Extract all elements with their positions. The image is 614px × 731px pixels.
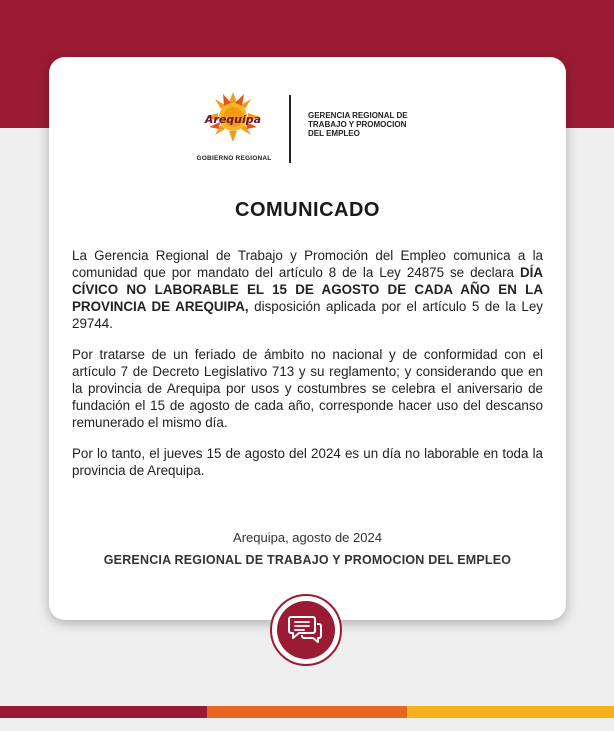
sun-logo-icon [197, 91, 269, 151]
logo-divider [289, 95, 291, 163]
footer-bar-maroon [0, 706, 207, 718]
place-date: Arequipa, agosto de 2024 [233, 530, 382, 545]
paragraph-3: Por lo tanto, el jueves 15 de agosto del 2024 es un día no laborable en toda la provincia de Arequipa. [72, 446, 543, 478]
footer-bar-yellow [407, 706, 614, 718]
agency-line-1: GERENCIA REGIONAL DE [308, 111, 408, 120]
logo-wordmark: Arequipa [204, 113, 262, 126]
agency-line-3: DEL EMPLEO [308, 129, 360, 138]
agency-name [308, 111, 438, 138]
paragraph-1-bold: DÍA CÍVICO NO LABORABLE EL 15 DE AGOSTO DE CADA AÑO EN LA PROVINCIA DE AREQUIPA, [72, 265, 543, 314]
document-body [72, 247, 543, 493]
chat-badge-inner [277, 601, 335, 659]
paragraph-1 [72, 247, 543, 332]
notice-card [49, 57, 566, 620]
paragraph-1-rest: disposición aplicada por el artículo 5 de la Ley 29744. [72, 299, 544, 331]
paragraph-2: Por tratarse de un feriado de ámbito no nacional y de conformidad con el artículo 7 de Decreto Legislativo 713 y su reglamento; y considerando que en la provincia de Arequipa por usos y costumbres se celebra el aniversario de fundación el 15 de agosto de cada año, corresponde hacer uso del descanso remunerado el mismo día. [72, 347, 543, 430]
chat-badge [270, 594, 342, 666]
signature-organization: GERENCIA REGIONAL DE TRABAJO Y PROMOCION DEL EMPLEO [103, 553, 512, 567]
footer-bar-orange [207, 706, 407, 718]
agency-line-2: TRABAJO Y PROMOCION [308, 120, 407, 129]
logo-subtitle: GOBIERNO REGIONAL [196, 155, 272, 162]
footer-color-bar [0, 706, 614, 718]
chat-bubbles-icon [288, 614, 324, 646]
paragraph-1-intro: La Gerencia Regional de Trabajo y Promoción del Empleo comunica a la comunidad que por mandato del artículo 8 de la Ley 24875 se declara [72, 248, 543, 280]
header-logo-group [197, 91, 437, 171]
document-title: COMUNICADO [235, 199, 380, 221]
